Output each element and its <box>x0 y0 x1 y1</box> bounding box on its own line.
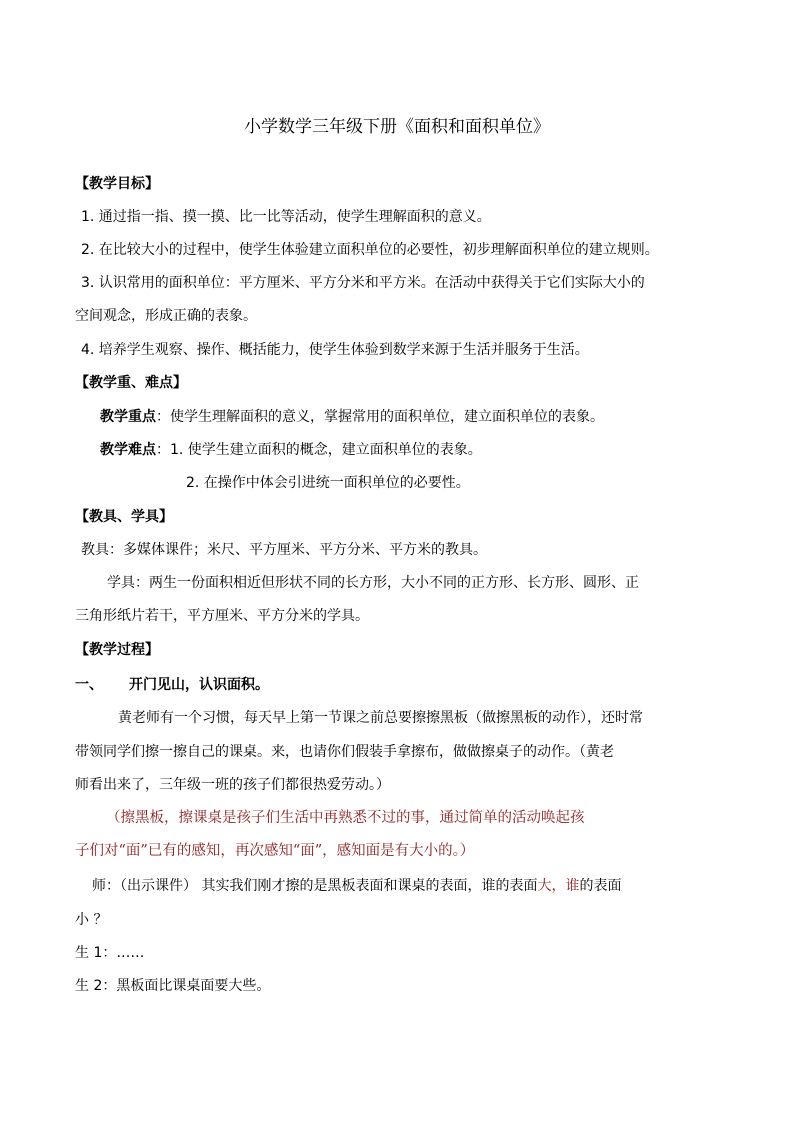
teacher-question-emph-big: 大， <box>537 878 566 894</box>
goal-3-cont: 空间观念，形成正确的表象。 <box>75 308 257 324</box>
teaching-note-line-1: （擦黑板，擦课桌是孩子们生活中再熟悉不过的事，通过简单的活动唤起孩 <box>106 810 585 826</box>
tools-teacher: 教具：多媒体课件；米尺、平方厘米、平方分米、平方米的教具。 <box>81 542 487 558</box>
teacher-question-tail: 的表面 <box>579 878 622 894</box>
part-number: 一、 <box>75 677 103 693</box>
goal-1: 1. 通过指一指、摸一摸、比一比等活动，使学生理解面积的意义。 <box>81 209 491 225</box>
teacher-question-text: 师：（出示课件） 其实我们刚才擦的是黑板表面和课桌的表面，谁的表面 <box>92 878 538 894</box>
goal-4: 4. 培养学生观察、操作、概括能力，使学生体验到数学来源于生活并服务于生活。 <box>81 342 589 358</box>
difficulty-1: ：1. 使学生建立面积的概念，建立面积单位的表象。 <box>156 442 482 458</box>
goal-2: 2. 在比较大小的过程中，使学生体验建立面积单位的必要性，初步理解面积单位的建立规则。 <box>81 242 659 258</box>
student-answer-2: 生 2：黑板面比课桌面要大些。 <box>75 978 271 994</box>
keypoint-focus <box>100 407 604 427</box>
teacher-question-line-2: 小 ？ <box>75 912 108 928</box>
student-answer-1: 生 1：…… <box>75 945 145 961</box>
difficulty-2: 2. 在操作中体会引进统一面积单位的必要性。 <box>186 475 470 491</box>
paragraph-line-1: 黄老师有一个习惯，每天早上第一节课之前总要擦擦黑板（做擦黑板的动作），还时常 <box>118 710 643 726</box>
teacher-question-emph-who: 谁 <box>565 878 580 894</box>
focus-text: ：使学生理解面积的意义，掌握常用的面积单位，建立面积单位的表象。 <box>156 409 604 425</box>
teaching-note-line-2: 子们对“面”已有的感知，再次感知“面”，感知面是有大小的。） <box>75 843 475 859</box>
goals-heading: 【教学目标】 <box>75 176 159 192</box>
process-heading: 【教学过程】 <box>75 642 159 658</box>
teacher-question-line-1 <box>92 876 621 896</box>
keypoints-heading: 【教学重、难点】 <box>75 375 187 391</box>
keypoint-difficulty <box>100 440 482 460</box>
paragraph-line-3: 师看出来了，三年级一班的孩子们都很热爱劳动。） <box>75 777 390 793</box>
tools-student-2: 三角形纸片若干，平方厘米、平方分米的学具。 <box>75 608 369 624</box>
goal-3: 3. 认识常用的面积单位：平方厘米、平方分米和平方米。在活动中获得关于它们实际大小的 <box>81 275 645 291</box>
tools-student-1: 学具：两生一份面积相近但形状不同的长方形，大小不同的正方形、长方形、圆形、正 <box>107 575 639 591</box>
part-title: 开门见山，认识面积。 <box>129 677 269 693</box>
focus-label: 教学重点 <box>100 409 156 425</box>
paragraph-line-2: 带领同学们擦一擦自己的课桌。来，也请你们假装手拿擦布，做做擦桌子的动作。（黄老 <box>75 744 614 760</box>
document-title: 小学数学三年级下册《面积和面积单位》 <box>244 117 550 137</box>
tools-heading: 【教具、学具】 <box>75 509 173 525</box>
difficulty-label: 教学难点 <box>100 442 156 458</box>
